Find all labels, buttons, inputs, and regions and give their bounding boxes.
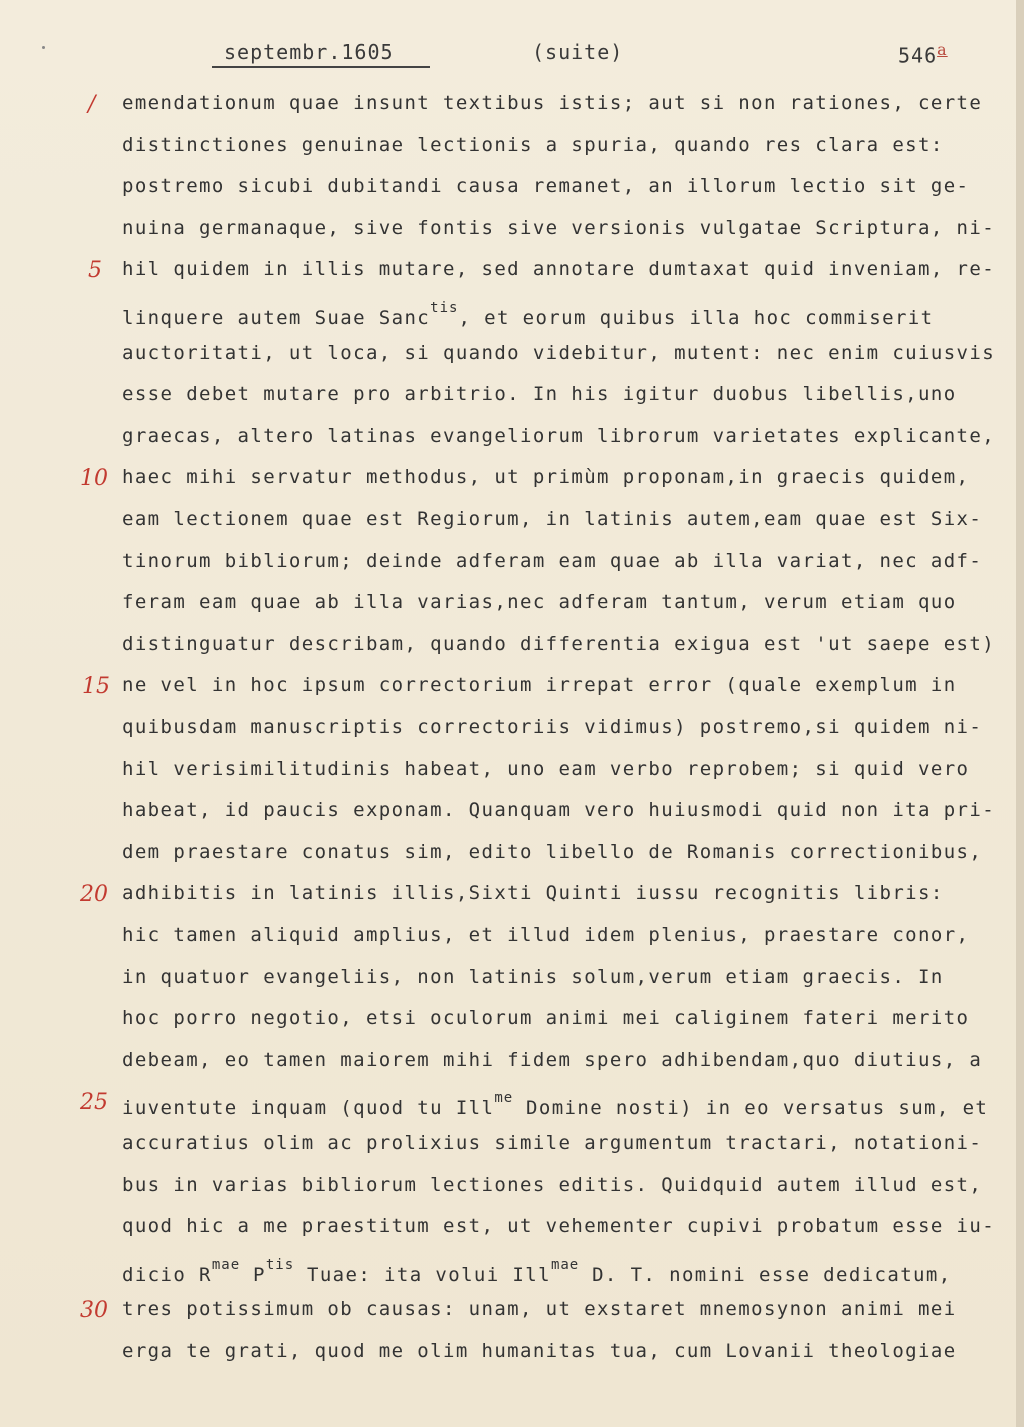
text-line: tres potissimum ob causas: unam, ut exstaret mnemosynon animi mei xyxy=(122,1298,957,1320)
page-header xyxy=(0,38,1024,78)
header-suite: (suite) xyxy=(532,40,624,64)
text-line: hic tamen aliquid amplius, et illud idem plenius, praestare conor, xyxy=(122,924,970,946)
text-segment: linquere autem Suae Sanc xyxy=(122,307,431,329)
text-line: emendationum quae insunt textibus istis; aut si non rationes, certe xyxy=(122,92,983,114)
text-segment: , et eorum quibus illa hoc commiserit xyxy=(458,307,934,329)
text-line: distinguatur describam, quando differentia exigua est 'ut saepe est) xyxy=(122,633,996,655)
text-line: haec mihi servatur methodus, ut primùm proponam,in graecis quidem, xyxy=(122,466,970,488)
superscript: mae xyxy=(550,1257,580,1273)
text-line: postremo sicubi dubitandi causa remanet, an illorum lectio sit ge- xyxy=(122,175,970,197)
text-line: quibusdam manuscriptis correctoriis vidimus) postremo,si quidem ni- xyxy=(122,716,983,738)
text-segment: Domine nosti) in eo versatus sum, et xyxy=(513,1097,989,1119)
margin-number-10: 10 xyxy=(80,466,108,491)
text-line: distinctiones genuinae lectionis a spuria, quando res clara est: xyxy=(122,134,944,156)
text-line: ne vel in hoc ipsum correctorium irrepat error (quale exemplum in xyxy=(122,674,957,696)
page-number xyxy=(898,40,948,68)
text-line: graecas, altero latinas evangeliorum librorum varietates explicante, xyxy=(122,425,996,447)
margin-number-30: 30 xyxy=(80,1298,108,1323)
text-line: adhibitis in latinis illis,Sixti Quinti iussu recognitis libris: xyxy=(122,882,944,904)
text-line xyxy=(122,1090,1002,1119)
text-segment: P xyxy=(240,1264,266,1286)
margin-number-25: 25 xyxy=(80,1090,108,1115)
page-edge xyxy=(1016,0,1024,1427)
text-line xyxy=(122,300,1002,329)
paper-speck xyxy=(42,46,45,49)
text-line: hil verisimilitudinis habeat, uno eam verbo reprobem; si quid vero xyxy=(122,758,970,780)
text-line: in quatuor evangeliis, non latinis solum,verum etiam graecis. In xyxy=(122,966,944,988)
margin-number-5: 5 xyxy=(88,258,102,283)
margin-number-20: 20 xyxy=(80,882,108,907)
text-line: hoc porro negotio, etsi oculorum animi mei caliginem fateri merito xyxy=(122,1007,970,1029)
superscript: tis xyxy=(265,1257,295,1273)
superscript: mae xyxy=(211,1257,241,1273)
superscript: tis xyxy=(430,300,459,316)
text-line: quod hic a me praestitum est, ut vehementer cupivi probatum esse iu- xyxy=(122,1215,996,1237)
text-line: hil quidem in illis mutare, sed annotare dumtaxat quid inveniam, re- xyxy=(122,258,996,280)
text-line: erga te grati, quod me olim humanitas tua, cum Lovanii theologiae xyxy=(122,1340,957,1362)
header-date: septembr.1605 xyxy=(224,40,394,64)
text-line xyxy=(122,1257,1002,1286)
text-line: auctoritati, ut loca, si quando videbitur, mutent: nec enim cuiusvis xyxy=(122,342,996,364)
text-segment: D. T. nomini esse dedicatum, xyxy=(579,1264,952,1286)
text-line: nuina germanaque, sive fontis sive versionis vulgatae Scriptura, ni- xyxy=(122,217,996,239)
page-number-suffix: a xyxy=(937,40,948,59)
text-line: feram eam quae ab illa varias,nec adferam tantum, verum etiam quo xyxy=(122,591,957,613)
text-line: dem praestare conatus sim, edito libello de Romanis correctionibus, xyxy=(122,841,983,863)
margin-number-1: / xyxy=(88,92,96,117)
text-line: tinorum bibliorum; deinde adferam eam quae ab illa variat, nec adf- xyxy=(122,550,983,572)
text-segment: Tuae: ita volui Ill xyxy=(294,1264,551,1286)
text-line: esse debet mutare pro arbitrio. In his igitur duobus libellis,uno xyxy=(122,383,957,405)
header-underline xyxy=(212,66,430,68)
text-segment: dicio R xyxy=(122,1264,212,1286)
margin-number-15: 15 xyxy=(82,674,110,699)
text-line: debeam, eo tamen maiorem mihi fidem spero adhibendam,quo diutius, a xyxy=(122,1049,983,1071)
text-segment: iuventute inquam (quod tu Ill xyxy=(122,1097,495,1119)
text-line: eam lectionem quae est Regiorum, in latinis autem,eam quae est Six- xyxy=(122,508,983,530)
text-line: accuratius olim ac prolixius simile argumentum tractari, notationi- xyxy=(122,1132,983,1154)
text-line: habeat, id paucis exponam. Quanquam vero huiusmodi quid non ita pri- xyxy=(122,799,996,821)
page-number-value: 546 xyxy=(898,43,938,68)
superscript: me xyxy=(494,1090,514,1106)
text-line: bus in varias bibliorum lectiones editis. Quidquid autem illud est, xyxy=(122,1174,983,1196)
